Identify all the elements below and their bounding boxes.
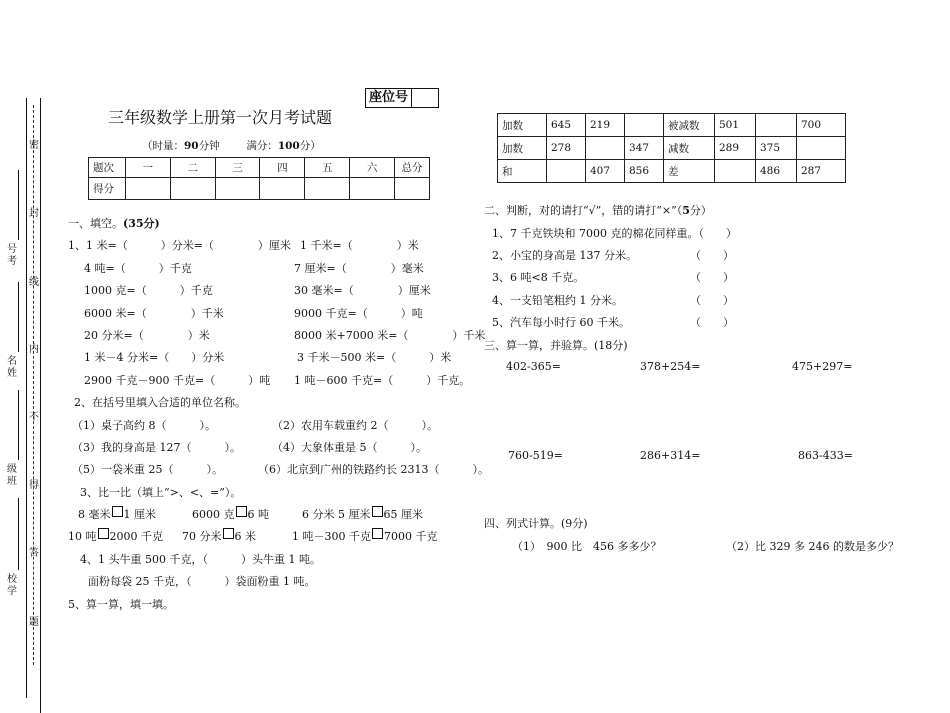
fill-cell: 287 [797,160,846,183]
margin-dashed-line [33,105,34,665]
label-school: 校学 [7,574,17,597]
q1-line: 7 厘米=（ ）毫米 [294,262,424,275]
judge-item: 1、7 千克铁块和 7000 克的棉花同样重。（ ） [492,227,737,240]
score-input-cell[interactable] [215,178,260,200]
fill-cell[interactable] [625,114,664,137]
margin-underline-2 [18,282,19,352]
calc-item: 286+314= [640,449,701,462]
judge-item: 3、6 吨<8 千克。 [492,271,585,284]
section3-title: 三、算一算，并验算。(18分) [484,339,628,352]
q1-line: 9000 千克=（ ）吨 [294,307,423,320]
q4-line2: 面粉每袋 25 千克，（ ）袋面粉重 1 吨。 [88,575,316,588]
score-input-cell[interactable] [260,178,305,200]
score-input-cell[interactable] [305,178,350,200]
seat-number-label: 座位号 [369,90,409,105]
margin-char-da: 答 [29,548,39,559]
margin-char-nei: 内 [29,344,39,355]
compare-box[interactable] [372,528,383,539]
q4-line1: 4、1 头牛重 500 千克，（ ）头牛重 1 吨。 [80,553,321,566]
calc-item: 863-433= [798,449,853,462]
section2-title: 二、判断，对的请打“√”，错的请打“×”（5分） [484,204,712,217]
seat-number-box [365,88,439,108]
fill-cell: 加数 [498,137,547,160]
q2-line: （5）一袋米重 25（ ）。 [72,463,223,476]
fill-cell: 加数 [498,114,547,137]
q1-line: 3 千米－500 米=（ ）米 [297,351,452,364]
fill-cell: 219 [586,114,625,137]
label-exam-number: 号考 [7,244,17,267]
margin-char-xian: 线 [29,277,39,288]
calc-item: 378+254= [640,360,701,373]
fill-cell: 486 [756,160,797,183]
judge-item: 5、汽车每小时行 60 千米。 [492,316,630,329]
q3-compare: 10 吨 2000 千克 [68,530,163,543]
score-cell: 五 [305,158,350,178]
compare-box[interactable] [223,528,234,539]
margin-char-feng: 封 [29,208,39,219]
q1-line: 1000 克=（ ）千克 [84,284,213,297]
word-problem-2: （2）比 329 多 246 的数是多少？ [726,540,899,553]
margin-char-de: 得 [29,480,39,491]
compare-box[interactable] [98,528,109,539]
q2-line: （1）桌子高约 8（ ）。 [72,419,216,432]
q3-compare: 1 吨－300 千克 7000 千克 [292,530,438,543]
section1-title: 一、填空。(35分) [68,217,160,230]
score-table [88,157,430,200]
score-input-cell[interactable] [350,178,395,200]
q2-title: 2、在括号里填入合适的单位名称。 [74,396,246,409]
fill-cell: 278 [547,137,586,160]
score-cell: 三 [215,158,260,178]
judge-bracket[interactable]: （ ） [690,294,734,307]
section4-title: 四、列式计算。(9分) [484,517,588,530]
exam-title: 三年级数学上册第一次月考试题 [108,108,333,127]
score-cell: 六 [350,158,395,178]
word-problem-1: （1） 900 比 456 多多少？ [512,540,662,553]
q1-line: 30 毫米=（ ）厘米 [294,284,431,297]
q1-line: 4 吨=（ ）千克 [84,262,192,275]
compare-box[interactable] [112,506,123,517]
seat-number-field[interactable] [411,89,438,107]
judge-bracket[interactable]: （ ） [690,271,734,284]
fill-cell: 差 [664,160,715,183]
q3-compare: 6 分米 5 厘米 65 厘米 [302,508,423,521]
q2-line: （6）北京到广州的铁路约长 2313（ ）。 [258,463,489,476]
margin-underline-3 [18,390,19,460]
margin-char-ti: 题 [29,617,39,628]
q2-line: （4）大象体重是 5（ ）。 [272,441,427,454]
score-cell: 一 [126,158,171,178]
q1-line: 6000 米=（ ）千米 [84,307,224,320]
compare-box[interactable] [236,506,247,517]
fill-cell: 645 [547,114,586,137]
q3-compare: 6000 克 6 吨 [192,508,269,521]
q2-line: （3）我的身高是 127（ ）。 [72,441,241,454]
fill-cell: 407 [586,160,625,183]
fill-cell[interactable] [715,160,756,183]
calc-item: 760-519= [508,449,563,462]
fill-cell: 700 [797,114,846,137]
label-class: 级班 [7,464,17,487]
fill-cell[interactable] [586,137,625,160]
fill-cell: 375 [756,137,797,160]
margin-underline-4 [18,498,19,570]
q1-line: 1、1 米=（ ）分米=（ ）厘米 [68,239,291,252]
score-cell: 总分 [395,158,430,178]
fill-table [497,113,846,183]
score-cell: 得分 [89,178,126,200]
q1-line: 8000 米+7000 米=（ ）千米 [294,329,486,342]
score-cell: 题次 [89,158,126,178]
q1-line: 20 分米=（ ）米 [84,329,210,342]
fill-cell: 501 [715,114,756,137]
score-input-cell[interactable] [395,178,430,200]
calc-item: 402-365= [506,360,561,373]
q1-line: 1 米－4 分米=（ ）分米 [84,351,225,364]
q3-compare: 70 分米 6 米 [182,530,256,543]
fill-cell[interactable] [797,137,846,160]
score-input-cell[interactable] [126,178,171,200]
fill-cell: 被减数 [664,114,715,137]
q1-line: 1 千米=（ ）米 [300,239,419,252]
judge-bracket[interactable]: （ ） [690,249,734,262]
label-name: 名姓 [7,356,17,379]
margin-solid-line-inner [26,98,27,698]
fill-cell: 289 [715,137,756,160]
fill-cell: 减数 [664,137,715,160]
calc-item: 475+297= [792,360,853,373]
fill-cell: 和 [498,160,547,183]
compare-box[interactable] [372,506,383,517]
exam-info: （时量：90分钟 满分：100分） [142,140,321,152]
q2-line: （2）农用车载重约 2（ ）。 [272,419,438,432]
judge-bracket[interactable]: （ ） [690,316,734,329]
fill-cell[interactable] [756,114,797,137]
fill-cell: 347 [625,137,664,160]
judge-item: 2、小宝的身高是 137 分米。 [492,249,637,262]
fill-cell[interactable] [547,160,586,183]
margin-char-bu: 不 [29,412,39,423]
margin-solid-line-left [40,98,41,713]
margin-char-seal-mi: 密 [29,140,39,151]
q5-title: 5、算一算，填一填。 [68,598,174,611]
q1-line: 1 吨－600 千克=（ ）千克。 [294,374,471,387]
score-cell: 四 [260,158,305,178]
fill-cell: 856 [625,160,664,183]
margin-underline-1 [18,170,19,240]
judge-item: 4、一支铅笔粗约 1 分米。 [492,294,623,307]
q3-title: 3、比一比（填上“>、<、=”）。 [80,486,242,499]
q1-line: 2900 千克－900 千克=（ ）吨 [84,374,271,387]
score-input-cell[interactable] [170,178,215,200]
score-cell: 二 [170,158,215,178]
q3-compare: 8 毫米 1 厘米 [78,508,156,521]
